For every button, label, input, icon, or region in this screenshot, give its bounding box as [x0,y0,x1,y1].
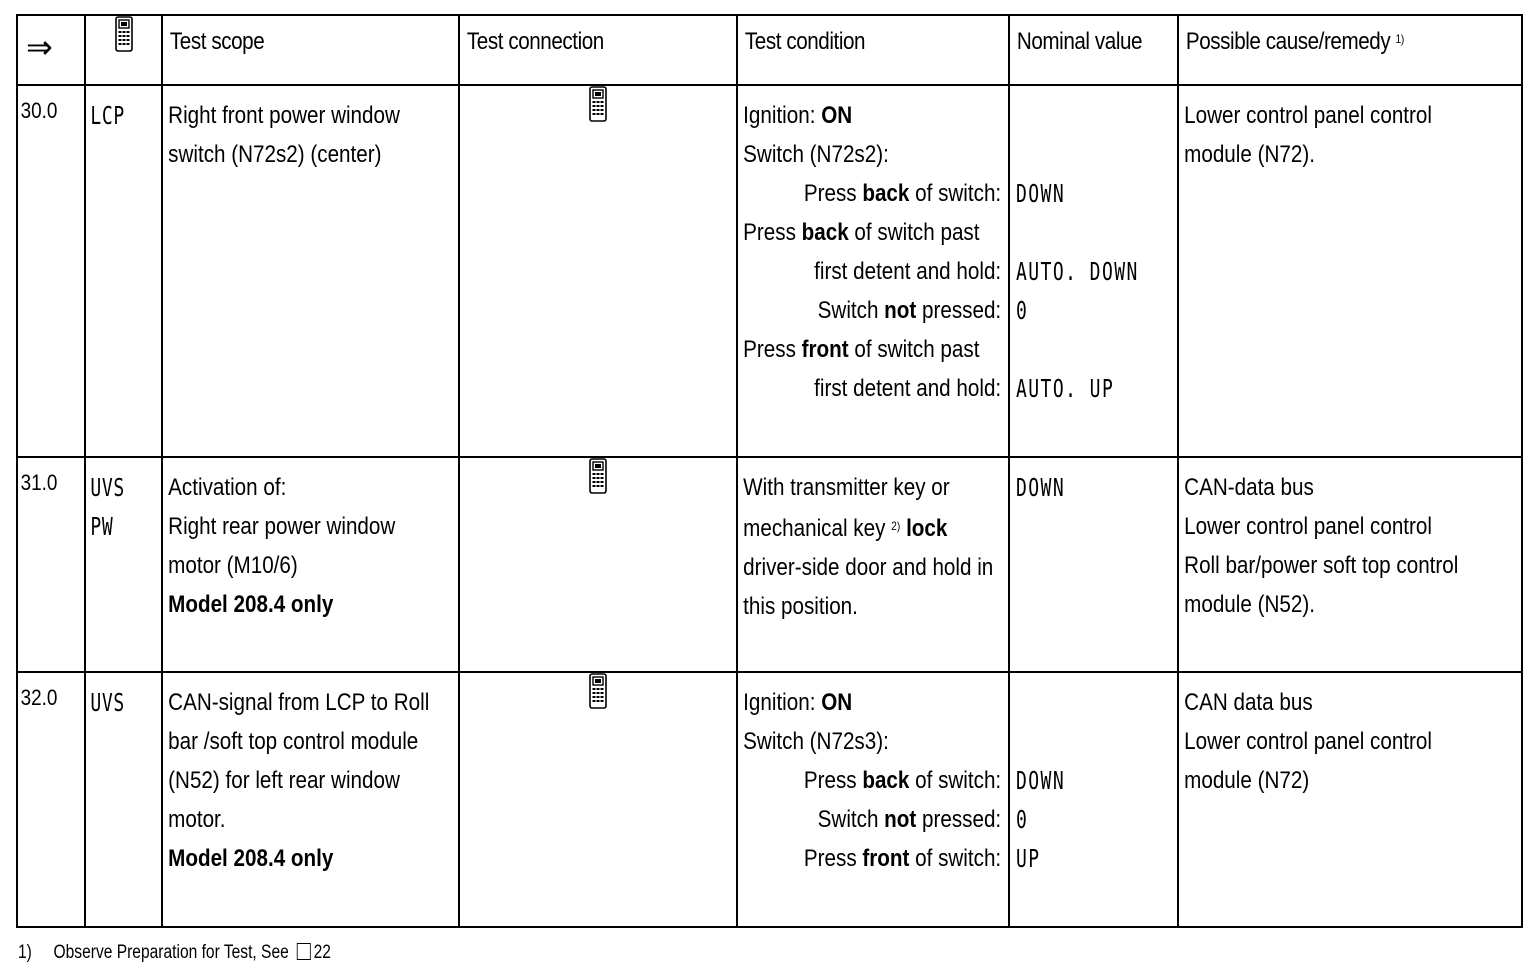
row-scope: Activation of: Right rear power window motor (M10/6) Model 208.4 only [162,457,459,672]
condition-text: Switch (N72s2): [743,141,889,168]
tester-icon [589,696,607,713]
nominal-value: UP [1016,844,1041,873]
condition-emphasis: front [801,336,849,363]
header-row [17,15,1522,85]
nominal-value [1016,213,1132,252]
row-scope: CAN-signal from LCP to Roll bar /soft top control module (N52) for left rear window motor. Model 208.4 only [162,672,459,927]
condition-text: Press [743,336,802,363]
condition-text: pressed: [916,806,1002,833]
condition-text: Switch [817,806,885,833]
condition-text: of switch: [909,845,1002,872]
row-condition: With transmitter key or mechanical key $^{2)}$ lock driver-side door and hold in this position. [737,457,1009,672]
row-scope: Right front power window switch (N72s2) (center) [162,85,459,457]
header-icon-cell [85,15,162,85]
nominal-value [1016,683,1132,722]
nominal-value [1016,722,1132,761]
condition-text: of switch: [909,180,1002,207]
condition-emphasis: not [884,806,917,833]
condition-text: Switch (N72s3): [743,728,889,755]
header-test-condition: Test condition [737,15,1009,85]
condition-text: Press [803,845,863,872]
tester-icon [115,39,133,56]
condition-text: Press [803,767,863,794]
condition-emphasis: not [884,297,917,324]
header-arrow [17,15,85,85]
condition-emphasis: ON [821,689,853,716]
row-nominal [1009,457,1178,672]
condition-text: of switch past [848,336,980,363]
row-condition [737,85,1009,457]
row-condition [737,672,1009,927]
row-number: 30.0 [17,85,85,457]
condition-text: pressed: [916,297,1002,324]
row-number: 31.0 [17,457,85,672]
condition-line [743,800,1001,839]
condition-line [743,135,1001,174]
nominal-value: 0 [1016,296,1029,325]
table-row [17,457,1522,672]
condition-line [743,722,1001,761]
row-connection [459,672,737,927]
condition-text: Press [743,219,802,246]
condition-text: of switch past [848,219,980,246]
condition-emphasis: back [862,767,910,794]
condition-line [743,213,1001,252]
nominal-value: DOWN [1016,766,1066,795]
row-nominal [1009,672,1178,927]
condition-text: Ignition: [743,689,822,716]
row-connection [459,85,737,457]
header-test-connection: Test connection [459,15,737,85]
nominal-value [1016,96,1132,135]
condition-line [743,174,1001,213]
header-possible-cause: Possible cause/remedy $^{1)}$ [1178,15,1522,85]
nominal-value: AUTO. DOWN [1016,257,1139,286]
row-code: UVS PW [85,457,162,672]
row-code: LCP [85,85,162,457]
condition-text: Press [803,180,863,207]
arrow-icon: ⇒ [26,29,53,65]
row-cause: CAN data bus Lower control panel control module (N72) [1178,672,1522,927]
condition-line [743,291,1001,330]
row-nominal [1009,85,1178,457]
condition-text: Switch [817,297,885,324]
condition-emphasis: back [862,180,910,207]
condition-text: of switch: [909,767,1002,794]
condition-emphasis: ON [821,102,853,129]
condition-line [743,330,1001,369]
condition-line [743,252,1001,291]
condition-line [743,369,1001,408]
test-table [16,14,1523,928]
row-cause: Lower control panel control module (N72). [1178,85,1522,457]
footnote: 1) Observe Preparation for Test, See 22 [18,942,331,963]
book-reference-icon [296,943,310,960]
row-connection [459,457,737,672]
nominal-value: 0 [1016,805,1029,834]
table-row [17,85,1522,457]
nominal-value [1016,330,1132,369]
header-nominal-value: Nominal value [1009,15,1178,85]
condition-line [743,96,1001,135]
row-code: UVS [85,672,162,927]
table-row [17,672,1522,927]
condition-line [743,761,1001,800]
row-number: 32.0 [17,672,85,927]
tester-icon [589,109,607,126]
condition-emphasis: front [862,845,910,872]
condition-line [743,839,1001,878]
tester-icon [589,481,607,498]
header-test-scope: Test scope [162,15,459,85]
condition-line [743,683,1001,722]
nominal-value: DOWN [1016,473,1066,502]
nominal-value: AUTO. UP [1016,374,1115,403]
condition-emphasis: back [801,219,849,246]
nominal-value [1016,135,1132,174]
condition-text: first detent and hold: [814,258,1002,285]
condition-text: Ignition: [743,102,822,129]
condition-text: first detent and hold: [814,375,1002,402]
nominal-value: DOWN [1016,179,1066,208]
row-cause: CAN-data bus Lower control panel control Roll bar/power soft top control module (N52). [1178,457,1522,672]
